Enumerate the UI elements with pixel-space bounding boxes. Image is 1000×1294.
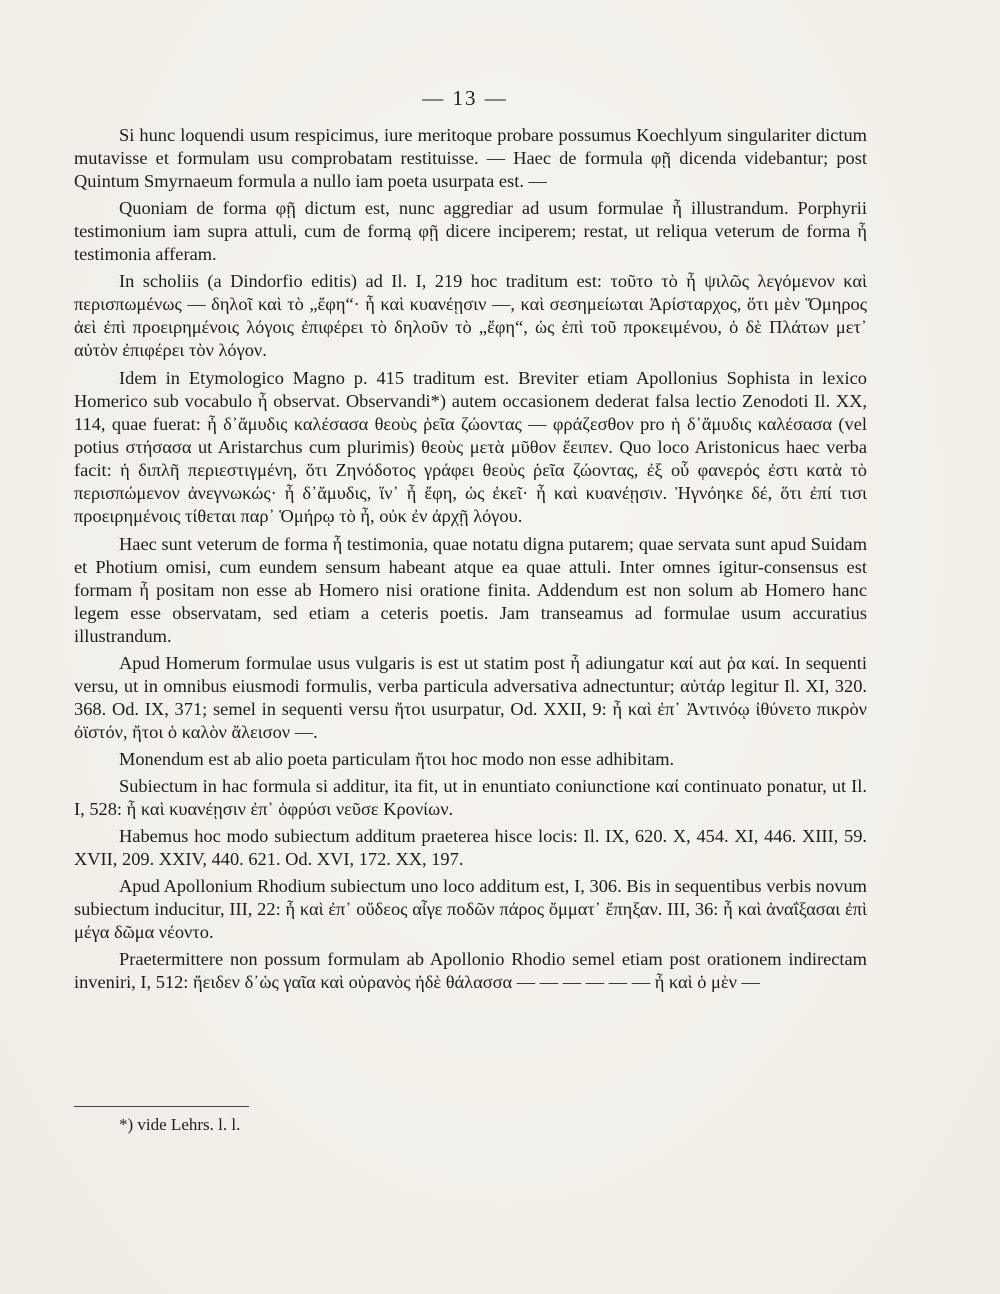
footnote: *) vide Lehrs. l. l. xyxy=(119,1115,241,1134)
footnote-divider xyxy=(74,1106,249,1107)
paragraph-3: In scholiis (a Dindorfio editis) ad Il. I, 219 hoc traditum est: τοῦτο τὸ ἦ ψιλῶς λεγόμενον καὶ περισπωμένως — δηλοῖ καὶ τὸ „ἔφη“· ἦ καὶ κυανέῃσιν —, καὶ σεσημείωται Ἀρίσταρχος, ὅτι μὲν Ὅμηρος ἀεὶ ἐπὶ προειρημένοις λόγοις ἐπιφέρει τὸ δηλοῦν τὸ „ἔφη“, ὡς ἐπὶ τοῦ προκειμένου, ὁ δὲ Πλάτων μετ᾽ αὐτὸν ἐπιφέρει τὸν λόγον. xyxy=(74,271,867,360)
paragraph-2: Quoniam de forma φῇ dictum est, nunc aggrediar ad usum formulae ἦ illustrandum. Porphyrii testimonium iam supra attuli, cum de formą φῇ dicere inciperem; restat, ut reliqua veterum de forma ἦ testimonia afferam. xyxy=(74,198,867,264)
paragraph-4: Idem in Etymologico Magno p. 415 traditum est. Breviter etiam Apollonius Sophista in lexico Homerico sub vocabulo ἦ observat. Observandi*) autem occasionem dederat falsa lectio Zenodoti Il. XX, 114, quae fuerat: ἦ δ᾽ἄμυδις καλέσασα θεοὺς ῥεῖα ζώοντας — φράζεσθον pro ἡ δ᾽ἄμυδις καλέσασα (vel potius στήσασα ut Aristarchus cum plurimis) θεοὺς μετὰ μῦθον ἔειπεν. Quo loco Aristonicus haec verba facit: ἡ διπλῆ περιεστιγμένη, ὅτι Ζηνόδοτος γράφει θεοὺς ῥεῖα ζώοντας, ἐξ οὗ φανερός ἐστι κατὰ τὸ περισπώμενον ἀνεγνωκώς· ἦ δ᾽ἄμυδις, ἵν᾽ ἦ ἔφη, ὡς ἐκεῖ· ἦ καὶ κυανέῃσιν. Ἠγνόηκε δέ, ὅτι ἐπί τισι προειρημένοις τίθεται παρ᾽ Ὁμήρῳ τὸ ἦ, οὐκ ἐν ἀρχῇ λόγου. xyxy=(74,368,867,526)
page-number: — 13 — xyxy=(422,86,508,110)
body-text xyxy=(74,124,867,998)
paragraph-10: Apud Apollonium Rhodium subiectum uno loco additum est, I, 306. Bis in sequentibus verbis novum subiectum inducitur, III, 22: ἦ καὶ ἐπ᾽ οὔδεος αἶγε ποδῶν πάρος ὄμματ᾽ ἔπηξαν. III, 36: ἦ καὶ ἀναΐξασαι ἐπὶ μέγα δῶμα νέοντο. xyxy=(74,876,867,942)
paragraph-8: Subiectum in hac formula si additur, ita fit, ut in enuntiato coniunctione καί continuato ponatur, ut Il. I, 528: ἦ καὶ κυανέῃσιν ἐπ᾽ ὀφρύσι νεῦσε Κρονίων. xyxy=(74,776,867,819)
paragraph-1: Si hunc loquendi usum respicimus, iure meritoque probare possumus Koechlyum singulariter dictum mutavisse et formulam usu comprobatam restituisse. — Haec de formula φῇ dicenda videbantur; post Quintum Smyrnaeum formula a nullo iam poeta usurpata est. — xyxy=(74,125,867,191)
paragraph-11: Praetermittere non possum formulam ab Apollonio Rhodio semel etiam post orationem indirectam inveniri, I, 512: ἤειδεν δ᾽ὡς γαῖα καὶ οὐρανὸς ἠδὲ θάλασσα — — — — — — ἦ καὶ ὁ μὲν — xyxy=(74,949,867,992)
paragraph-5: Haec sunt veterum de forma ἦ testimonia, quae notatu digna putarem; quae servata sunt apud Suidam et Photium omisi, cum eundem sensum habeant atque ea quae attuli. Inter omnes igitur-consensus est formam ἦ positam non esse ab Homero nisi oratione finita. Addendum est non solum ab Homero hanc legem esse observatam, sed etiam a ceteris poetis. Jam transeamus ad formulae usum accuratius illustrandum. xyxy=(74,534,867,646)
paragraph-6: Apud Homerum formulae usus vulgaris is est ut statim post ἦ adiungatur καί aut ῥα καί. In sequenti versu, ut in omnibus eiusmodi formulis, verba particula adversativa adnectuntur; αὐτάρ legitur Il. XI, 320. 368. Od. IX, 371; semel in sequenti versu ἤτοι usurpatur, Od. XXII, 9: ἦ καὶ ἐπ᾽ Ἀντινόῳ ἰθύνετο πικρὸν ὀϊστόν, ἤτοι ὁ καλὸν ἄλεισον —. xyxy=(74,653,867,742)
paragraph-7: Monendum est ab alio poeta particulam ἤτοι hoc modo non esse adhibitam. xyxy=(119,749,675,769)
paragraph-9: Habemus hoc modo subiectum additum praeterea hisce locis: Il. IX, 620. X, 454. XI, 446. XIII, 59. XVII, 209. XXIV, 440. 621. Od. XVI, 172. XX, 197. xyxy=(74,826,867,869)
